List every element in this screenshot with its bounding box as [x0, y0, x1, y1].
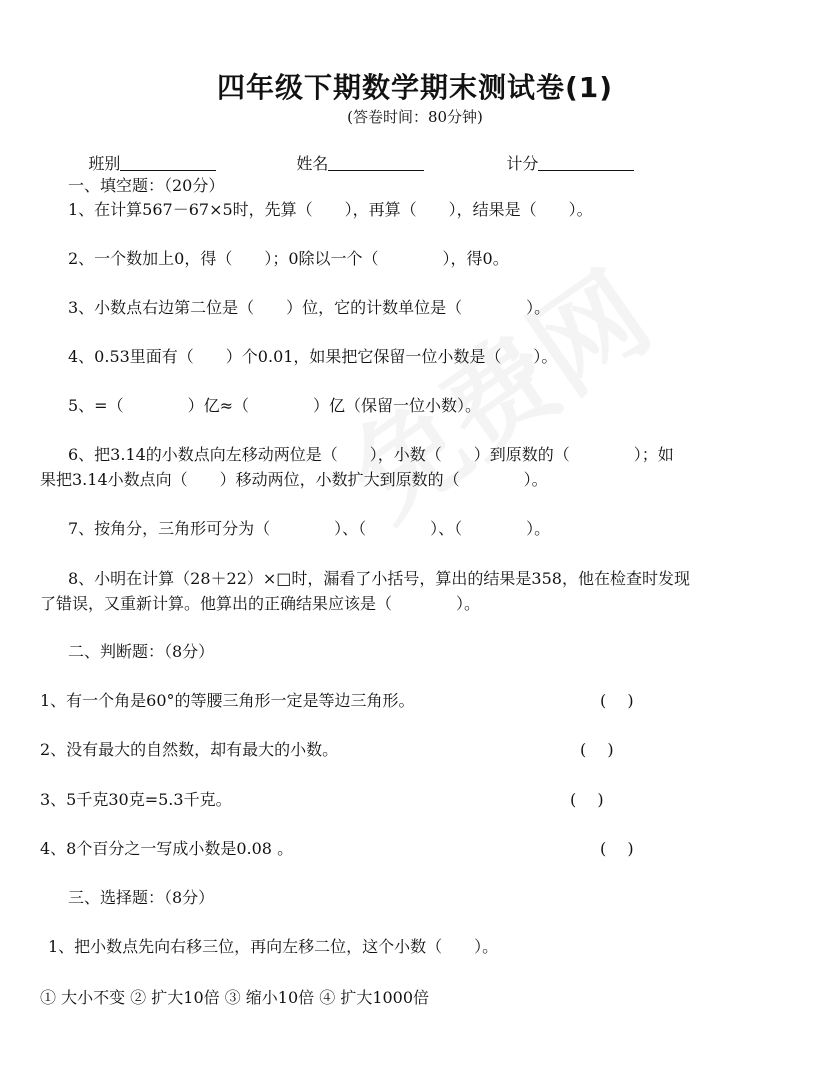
- choice-question-1: 1、把小数点先向右移三位，再向左移二位，这个小数（ ）。: [48, 937, 499, 956]
- class-label: 班别: [88, 154, 121, 173]
- score-field: [486, 134, 634, 194]
- fill-question-3: 3、小数点右边第二位是（ ）位，它的计数单位是（ ）。: [68, 298, 551, 317]
- fill-question-7: 7、按角分，三角形可分为（ ）、（ ）、（ ）。: [68, 519, 551, 538]
- judge-question-4: 4、8个百分之一写成小数是0.08 。: [40, 839, 294, 858]
- judge-answer-2: ( ): [580, 740, 614, 759]
- fill-question-2: 2、一个数加上0，得（ ）；0除以一个（ ），得0。: [68, 249, 509, 268]
- fill-question-8-line2: 了错误，又重新计算。他算出的正确结果应该是（ ）。: [40, 594, 481, 613]
- judge-answer-1: ( ): [600, 691, 634, 710]
- class-blank: [120, 154, 216, 171]
- section3-heading: 三、选择题：（8分）: [68, 888, 215, 907]
- fill-question-5: 5、=（ ）亿≈（ ）亿（保留一位小数）。: [68, 396, 481, 415]
- name-field: [276, 134, 424, 194]
- watermark: [315, 230, 676, 549]
- judge-question-2: 2、没有最大的自然数，却有最大的小数。: [40, 740, 339, 759]
- judge-answer-3: ( ): [570, 790, 604, 809]
- fill-question-1: 1、在计算567－67×5时，先算（ ），再算（ ），结果是（ ）。: [68, 200, 593, 219]
- judge-question-1: 1、有一个角是60°的等腰三角形一定是等边三角形。: [40, 691, 415, 710]
- section1-heading: 一、填空题：（20分）: [68, 176, 225, 195]
- fill-question-8-line1: 8、小明在计算（28＋22）×□时，漏看了小括号，算出的结果是358，他在检查时发现: [68, 569, 690, 588]
- name-blank: [328, 154, 424, 171]
- exam-duration: (答卷时间：80分钟): [347, 108, 483, 126]
- fill-question-4: 4、0.53里面有（ ）个0.01，如果把它保留一位小数是（ ）。: [68, 347, 558, 366]
- judge-answer-4: ( ): [600, 839, 634, 858]
- name-label: 姓名: [296, 154, 329, 173]
- choice-question-1-options: ① 大小不变 ② 扩大10倍 ③ 缩小10倍 ④ 扩大1000倍: [40, 988, 430, 1007]
- section2-heading: 二、判断题：（8分）: [68, 642, 215, 661]
- judge-question-3: 3、5千克30克=5.3千克。: [40, 790, 232, 809]
- fill-question-6-line1: 6、把3.14的小数点向左移动两位是（ ），小数（ ）到原数的（ ）；如: [68, 445, 674, 464]
- fill-question-6-line2: 果把3.14小数点向（ ）移动两位，小数扩大到原数的（ ）。: [40, 470, 548, 489]
- page-title: 四年级下期数学期末测试卷(1): [216, 71, 614, 104]
- score-blank: [538, 154, 634, 171]
- score-label: 计分: [506, 154, 539, 173]
